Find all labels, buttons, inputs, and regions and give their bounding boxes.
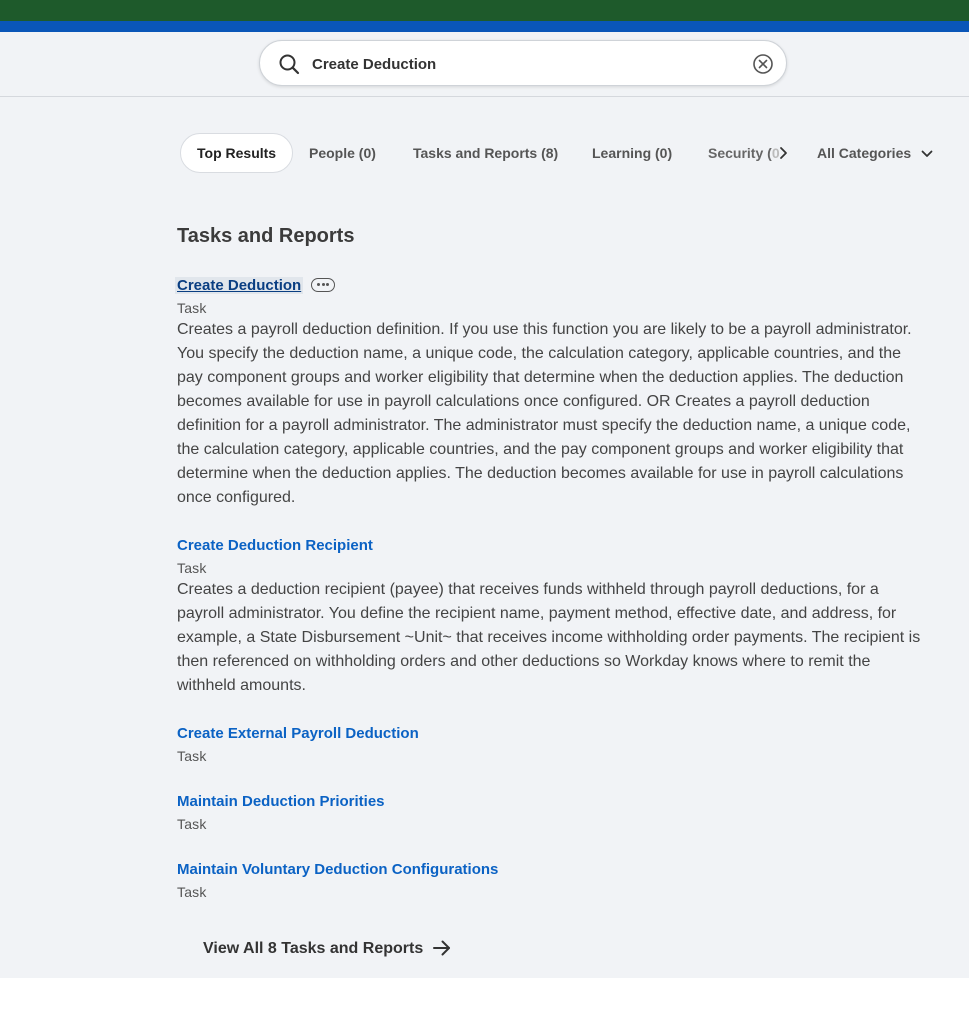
result-item: [177, 725, 927, 764]
more-options-icon[interactable]: [311, 278, 335, 292]
result-type: Task: [177, 884, 207, 900]
view-all-label: View All 8 Tasks and Reports: [203, 940, 424, 957]
search-input[interactable]: [312, 51, 732, 77]
result-category-tabs: [180, 133, 969, 173]
tab-security[interactable]: [708, 133, 780, 173]
result-description: Creates a payroll deduction definition. If you use this function you are likely to be a payroll administrator. You specify the deduction name, a unique code, the calculation category, applicable countries, and the pay component groups and worker eligibility that determine when the deduction applies. The deduction becomes available for use in payroll calculations once configured. OR Creates a payroll deduction definition for a payroll administrator. The administrator must specify the deduction name, a unique code, the calculation category, applicable countries, and the pay component groups and worker eligibility that determine when the deduction applies. The deduction becomes available for use in payroll calculations once configured.: [177, 321, 912, 506]
chevron-right-icon[interactable]: [778, 145, 790, 161]
result-item: [177, 861, 927, 900]
search-icon: [278, 53, 300, 75]
header-brand-bar: [0, 0, 969, 21]
chevron-down-icon: [921, 150, 933, 158]
tab-learning[interactable]: Learning (0): [592, 145, 673, 161]
tab-tasks-and-reports[interactable]: Tasks and Reports (8): [413, 145, 559, 161]
result-title-link[interactable]: Maintain Deduction Priorities: [177, 793, 385, 810]
result-item: [177, 793, 927, 832]
result-title-link[interactable]: Create Deduction Recipient: [177, 537, 373, 554]
result-title-link[interactable]: Create Deduction: [177, 277, 302, 294]
search-box[interactable]: [259, 40, 787, 86]
result-type: Task: [177, 748, 207, 764]
category-filter-label: All Categories: [817, 145, 912, 161]
search-header: [0, 32, 969, 97]
arrow-right-icon: [433, 940, 451, 956]
header-accent-bar: [0, 21, 969, 32]
result-type: Task: [177, 300, 207, 316]
tab-security-label: Security (: [708, 145, 772, 161]
clear-search-icon[interactable]: [752, 53, 774, 75]
result-item: [177, 537, 927, 698]
result-description: Creates a deduction recipient (payee) that receives funds withheld through payroll deductions, for a payroll administrator. You define the recipient name, payment method, effective date, and address, for example, a State Disbursement ~Unit~ that receives income withholding order payments. The recipient is then referenced on withholding orders and other deductions so Workday knows where to remit the withheld amounts.: [177, 581, 921, 694]
search-results-page: [0, 97, 969, 978]
result-title-link[interactable]: Maintain Voluntary Deduction Configurations: [177, 861, 499, 878]
tab-people[interactable]: People (0): [309, 145, 376, 161]
result-item: [177, 277, 927, 510]
tab-top-results[interactable]: Top Results: [180, 133, 293, 173]
result-type: Task: [177, 560, 207, 576]
result-title-link[interactable]: Create External Payroll Deduction: [177, 725, 419, 742]
view-all-tasks-button[interactable]: [203, 940, 451, 958]
result-type: Task: [177, 816, 207, 832]
category-filter-dropdown[interactable]: [817, 133, 933, 173]
section-title: Tasks and Reports: [177, 225, 355, 247]
tab-security-label-faded: 0: [771, 145, 780, 161]
